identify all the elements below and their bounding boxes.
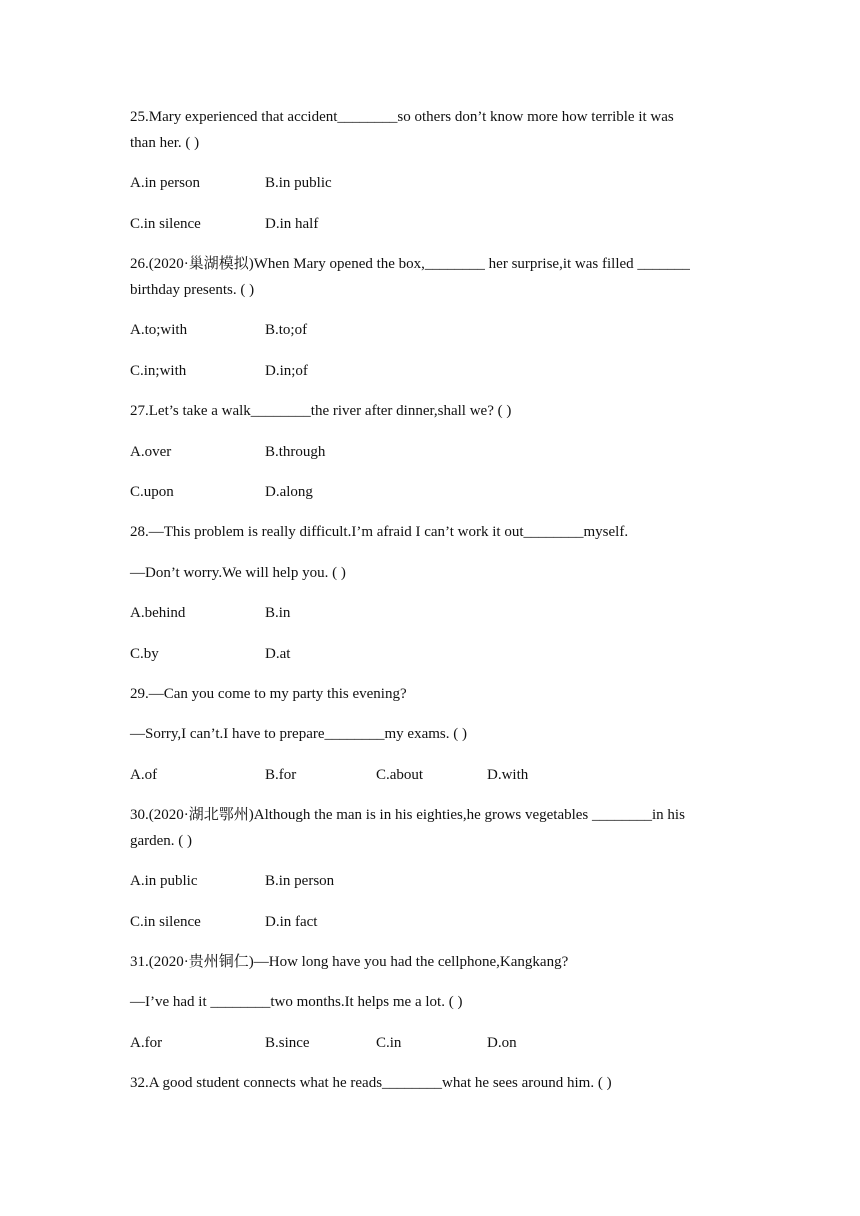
question-26-option-d: D.in;of: [265, 363, 308, 379]
question-31-option-d: D.on: [487, 1035, 517, 1051]
question-26-text: 26.(2020·巢湖模拟)When Mary opened the box,________ her surprise,it was filled _______: [130, 256, 690, 272]
question-31-text: 31.(2020·贵州铜仁)—How long have you had the cellphone,Kangkang?: [130, 954, 569, 970]
question-29-option-d: D.with: [487, 767, 529, 783]
question-28-option-d: D.at: [265, 646, 291, 662]
question-25-option-b: B.in public: [265, 175, 332, 191]
question-30-text: 30.(2020·湖北鄂州)Although the man is in his eighties,he grows vegetables ________in his: [130, 807, 685, 823]
question-30-option-c: C.in silence: [130, 914, 201, 930]
question-28-option-a: A.behind: [130, 605, 186, 621]
question-31-option-c: C.in: [376, 1035, 402, 1051]
question-30-option-d: D.in fact: [265, 914, 318, 930]
question-32-text: 32.A good student connects what he reads________what he sees around him. ( ): [130, 1075, 612, 1091]
question-29-text: 29.—Can you come to my party this evening?: [130, 686, 407, 702]
question-28-option-c: C.by: [130, 646, 159, 662]
question-29-option-c: C.about: [376, 767, 424, 783]
question-26-option-c: C.in;with: [130, 363, 187, 379]
question-28-option-b: B.in: [265, 605, 291, 621]
question-30-option-a: A.in public: [130, 873, 198, 889]
question-30-option-b: B.in person: [265, 873, 335, 889]
question-27-option-c: C.upon: [130, 484, 174, 500]
question-29-text-cont: —Sorry,I can’t.I have to prepare________my exams. ( ): [130, 726, 467, 742]
question-25-option-a: A.in person: [130, 175, 200, 191]
question-26-option-a: A.to;with: [130, 322, 188, 338]
question-25-option-d: D.in half: [265, 216, 319, 232]
question-29-option-b: B.for: [265, 767, 297, 783]
question-27-option-d: D.along: [265, 484, 313, 500]
question-27-option-b: B.through: [265, 444, 326, 460]
question-25-text-cont: than her. ( ): [130, 135, 200, 151]
question-25-option-c: C.in silence: [130, 216, 201, 232]
question-31-option-b: B.since: [265, 1035, 310, 1051]
question-31-option-a: A.for: [130, 1035, 163, 1051]
question-27-text: 27.Let’s take a walk________the river after dinner,shall we? ( ): [130, 403, 512, 419]
question-28-text-cont: —Don’t worry.We will help you. ( ): [130, 565, 346, 581]
question-26-text-cont: birthday presents. ( ): [130, 282, 255, 298]
question-28-text: 28.—This problem is really difficult.I’m afraid I can’t work it out________myself.: [130, 524, 629, 540]
question-30-text-cont: garden. ( ): [130, 833, 193, 849]
question-26-option-b: B.to;of: [265, 322, 308, 338]
question-31-text-cont: —I’ve had it ________two months.It helps me a lot. ( ): [130, 994, 463, 1010]
question-25-text: 25.Mary experienced that accident________so others don’t know more how terrible it was: [130, 109, 674, 125]
question-27-option-a: A.over: [130, 444, 172, 460]
question-29-option-a: A.of: [130, 767, 158, 783]
